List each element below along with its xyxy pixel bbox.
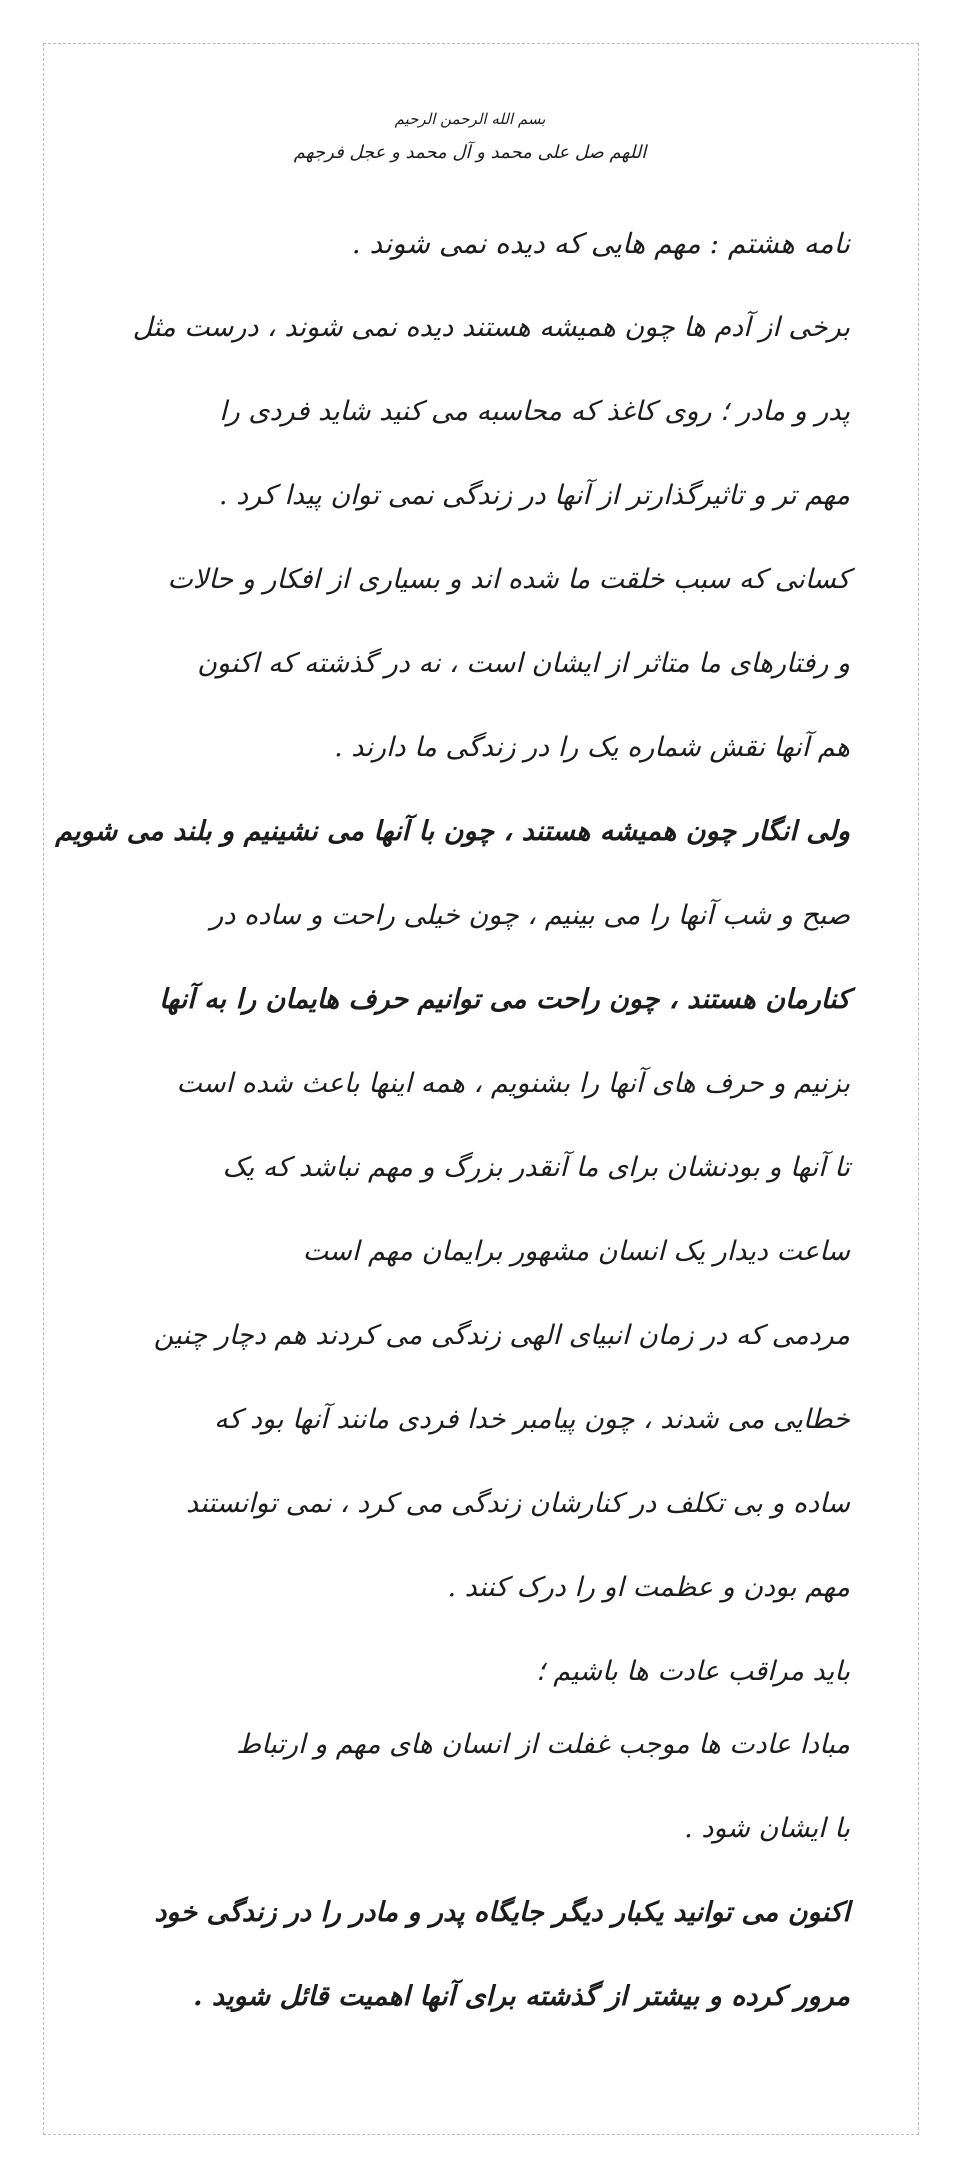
letter-body bbox=[55, 224, 850, 2016]
letter-line: مبادا عادت ها موجب غفلت از انسان های مهم و ارتباط bbox=[236, 1729, 850, 1760]
letter-line: خطایی می شدند ، چون پیامبر خدا فردی مانند آنها بود که bbox=[214, 1404, 850, 1435]
letter-line: مردمی که در زمان انبیای الهی زندگی می کردند هم دچار چنین bbox=[153, 1320, 850, 1351]
letter-line: ساده و بی تکلف در کنارشان زندگی می کرد ، نمی توانستند bbox=[185, 1488, 850, 1519]
letter-line: اکنون می توانید یکبار دیگر جایگاه پدر و مادر را در زندگی خود bbox=[154, 1897, 850, 1928]
letter-line: و رفتارهای ما متاثر از ایشان است ، نه در گذشته که اکنون bbox=[197, 648, 850, 679]
letter-line: برخی از آدم ها چون همیشه هستند دیده نمی شوند ، درست مثل bbox=[132, 312, 850, 343]
letter-line: کسانی که سبب خلقت ما شده اند و بسیاری از افکار و حالات bbox=[167, 564, 850, 595]
letter-line: تا آنها و بودنشان برای ما آنقدر بزرگ و مهم نباشد که یک bbox=[222, 1152, 850, 1183]
handwritten-letter bbox=[55, 60, 850, 2061]
letter-header bbox=[90, 106, 850, 170]
letter-line: با ایشان شود . bbox=[684, 1813, 850, 1844]
letter-line: صبح و شب آنها را می بینیم ، چون خیلی راحت و ساده در bbox=[210, 900, 850, 931]
basmala: بسم الله الرحمن الرحیم bbox=[394, 110, 546, 128]
letter-line: مرور کرده و بیشتر از گذشته برای آنها اهمیت قائل شوید . bbox=[193, 1981, 850, 2012]
letter-line: بزنیم و حرف های آنها را بشنویم ، همه اینها باعث شده است bbox=[176, 1068, 850, 1099]
letter-line: کنارمان هستند ، چون راحت می توانیم حرف هایمان را به آنها bbox=[159, 984, 850, 1015]
letter-line: ولی انگار چون همیشه هستند ، چون با آنها می نشینیم و بلند می شویم bbox=[55, 816, 850, 847]
letter-line: ساعت دیدار یک انسان مشهور برایمان مهم است bbox=[302, 1236, 850, 1267]
letter-line: پدر و مادر ؛ روی کاغذ که محاسبه می کنید شاید فردی را bbox=[219, 396, 850, 427]
letter-line: مهم تر و تاثیرگذارتر از آنها در زندگی نمی توان پیدا کرد . bbox=[218, 480, 850, 511]
salawat: اللهم صل علی محمد و آل محمد و عجل فرجهم bbox=[293, 142, 647, 163]
letter-line: باید مراقب عادت ها باشیم ؛ bbox=[536, 1656, 850, 1687]
letter-line: هم آنها نقش شماره یک را در زندگی ما دارند . bbox=[334, 732, 850, 763]
letter-line: مهم بودن و عظمت او را درک کنند . bbox=[447, 1572, 850, 1603]
letter-title: نامه هشتم : مهم هایی که دیده نمی شوند . bbox=[351, 227, 850, 260]
